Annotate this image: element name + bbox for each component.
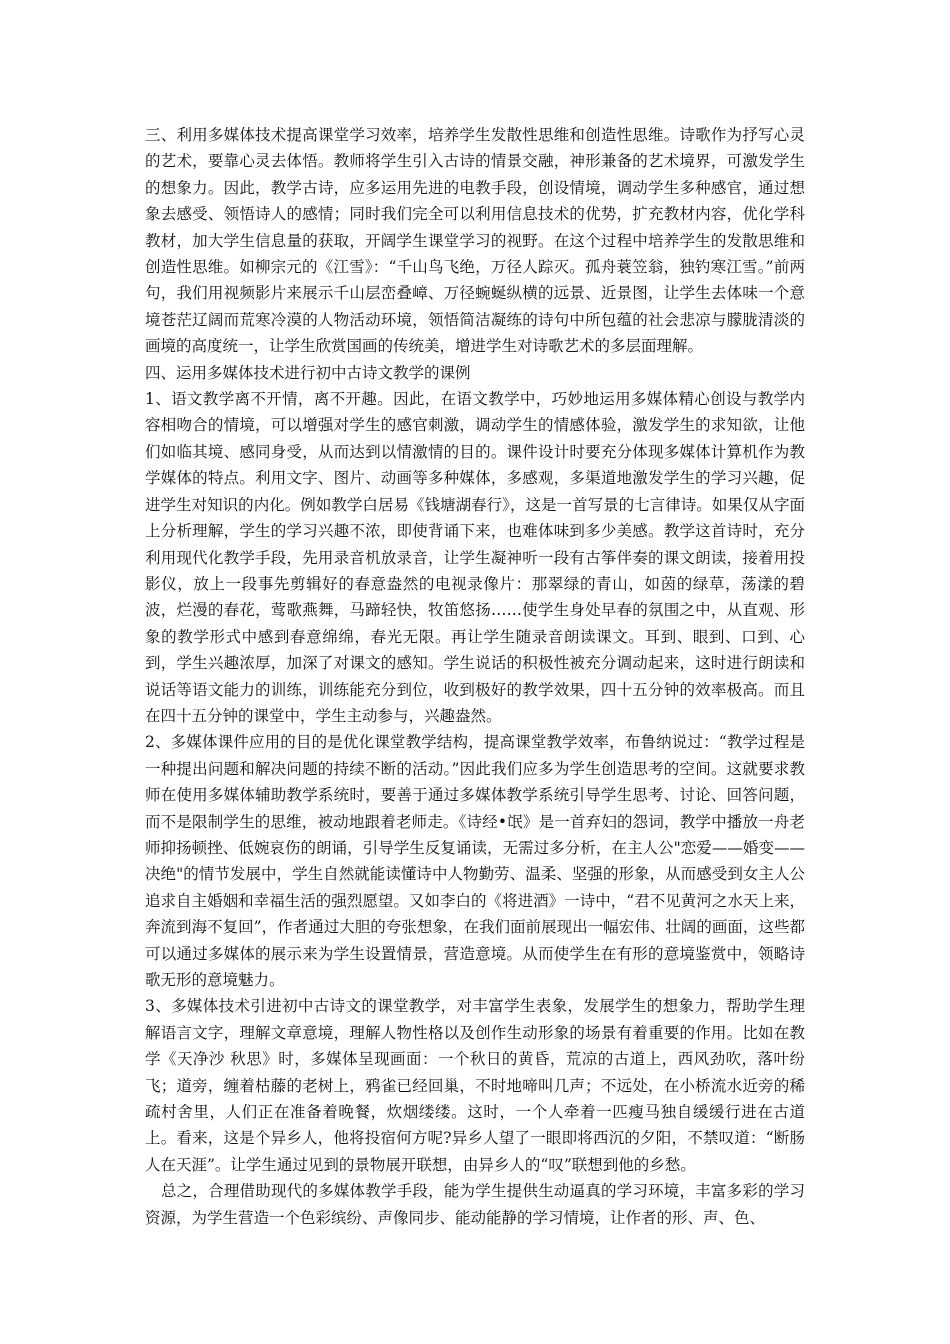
paragraph-conclusion: 总之，合理借助现代的多媒体教学手段，能为学生提供生动逼真的学习环境，丰富多彩的学习资源，为学生营造一个色彩缤纷、声像同步、能动能静的学习情境，让作者的形、声、色、 [145,1182,805,1227]
paragraph-example-two: 2、多媒体课件应用的目的是优化课堂教学结构，提高课堂教学效率，布鲁纳说过：“教学过程是一种提出问题和解决问题的持续不断的活动。”因此我们应多为学生创造思考的空间。这就要求教师在使用多媒体辅助教学系统时，要善于通过多媒体教学系统引导学生思考、讨论、回答问题，而不是限制学生的思维，被动地跟着老师走。《诗经•氓》是一首弃妇的怨词，教学中播放一舟老师抑扬顿挫、低婉哀伤的朗诵，引导学生反复诵读，无需过多分析，在主人公"恋爱——婚变——决绝"的情节发展中，学生自然就能读懂诗中人物勤劳、温柔、坚强的形象，从而感受到女主人公追求自主婚姻和幸福生活的强烈愿望。又如李白的《将进酒》一诗中，“君不见黄河之水天上来，奔流到海不复回”，作者通过大胆的夸张想象，在我们面前展现出一幅宏伟、壮阔的画面，这些都可以通过多媒体的展示来为学生设置情景，营造意境。从而使学生在有形的意境鉴赏中，领略诗歌无形的意境魅力。 [145,733,805,989]
paragraph-section-three: 三、利用多媒体技术提高课堂学习效率，培养学生发散性思维和创造性思维。诗歌作为抒写心灵的艺术，要靠心灵去体悟。教师将学生引入古诗的情景交融，神形兼备的艺术境界，可激发学生的想象力。因此，教学古诗，应多运用先进的电教手段，创设情境，调动学生多种感官，通过想象去感受、领悟诗人的感情；同时我们完全可以利用信息技术的优势，扩充教材内容，优化学科教材，加大学生信息量的获取，开阔学生课堂学习的视野。在这个过程中培养学生的发散思维和创造性思维。如柳宗元的《江雪》：“千山鸟飞绝，万径人踪灭。孤舟蓑笠翁，独钓寒江雪。”前两句，我们用视频影片来展示千山层峦叠嶂、万径蜿蜒纵横的远景、近景图，让学生去体味一个意境苍茫辽阔而荒寒冷漠的人物活动环境，领悟简洁凝练的诗句中所包蕴的社会悲凉与朦胧清淡的画境的高度统一，让学生欣赏国画的传统美，增进学生对诗歌艺术的多层面理解。 [145,126,805,356]
document-body [145,122,805,1231]
paragraph-example-one: 1、语文教学离不开情，离不开趣。因此，在语文教学中，巧妙地运用多媒体精心创设与教学内容相吻合的情境，可以增强对学生的感官刺激，调动学生的情感体验，激发学生的求知欲，让他们如临其境、感同身受，从而达到以情激情的目的。课件设计时要充分体现多媒体计算机作为教学媒体的特点。利用文字、图片、动画等多种媒体，多感观，多渠道地激发学生的学习兴趣，促进学生对知识的内化。例如教学白居易《钱塘湖春行》，这是一首写景的七言律诗。如果仅从字面上分析理解，学生的学习兴趣不浓，即使背诵下来，也难体味到多少美感。教学这首诗时，充分利用现代化教学手段，先用录音机放录音，让学生凝神听一段有古筝伴奏的课文朗读，接着用投影仪，放上一段事先剪辑好的春意盎然的电视录像片：那翠绿的青山，如茵的绿草，荡漾的碧波，烂漫的春花，莺歌燕舞，马蹄轻快，牧笛悠扬……使学生身处早春的氛围之中，从直观、形象的教学形式中感到春意绵绵，春光无限。再让学生随录音朗读课文。耳到、眼到、口到、心到，学生兴趣浓厚，加深了对课文的感知。学生说话的积极性被充分调动起来，这时进行朗读和说话等语文能力的训练，训练能充分到位，收到极好的教学效果，四十五分钟的效率极高。而且在四十五分钟的课堂中，学生主动参与，兴趣盎然。 [145,390,805,725]
heading-section-four: 四、运用多媒体技术进行初中古诗文教学的课例 [145,363,471,382]
paragraph-example-three: 3、多媒体技术引进初中古诗文的课堂教学，对丰富学生表象，发展学生的想象力，帮助学生理解语言文字，理解文章意境，理解人物性格以及创作生动形象的场景有着重要的作用。比如在教学《天净沙 秋思》时，多媒体呈现画面：一个秋日的黄昏，荒凉的古道上，西风劲吹，落叶纷飞；道旁，缠着枯藤的老树上，鸦雀已经回巢，不时地啼叫几声；不远处，在小桥流水近旁的稀疏村舍里，人们正在准备着晚餐，炊烟缕缕。这时，一个人牵着一匹瘦马独自缓缓行进在古道上。看来，这是个异乡人，他将投宿何方呢?异乡人望了一眼即将西沉的夕阳，不禁叹道：“断肠人在天涯”。让学生通过见到的景物展开联想，由异乡人的“叹”联想到他的乡愁。 [145,997,805,1174]
